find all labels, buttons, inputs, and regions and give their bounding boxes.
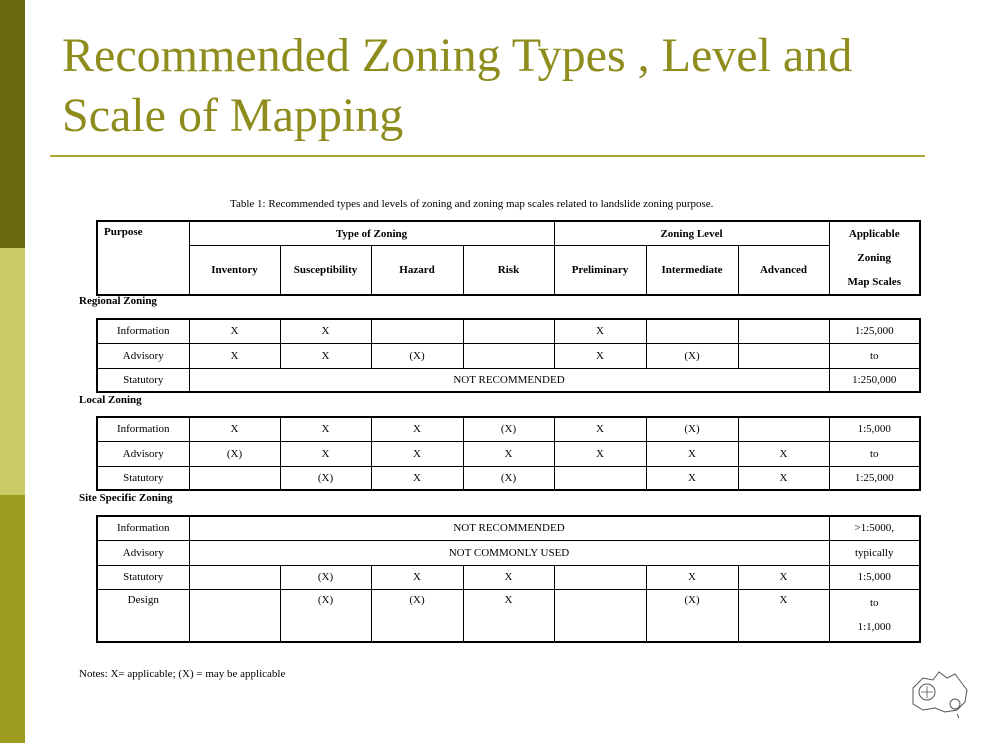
value-cell: X [646, 565, 738, 589]
scale-to: to [869, 597, 879, 610]
header-table [96, 220, 921, 296]
col-preliminary: Preliminary [554, 246, 646, 295]
purpose-cell: Statutory [97, 565, 189, 589]
value-cell [189, 589, 280, 642]
regional-table [96, 318, 921, 393]
value-cell: X [371, 466, 463, 490]
value-cell [554, 589, 646, 642]
value-cell [554, 565, 646, 589]
scale-cell: >1:5000, [829, 516, 920, 540]
value-cell [738, 417, 829, 441]
col-susceptibility: Susceptibility [280, 246, 371, 295]
scale-cell: 1:25,000 [829, 319, 920, 343]
accent-bar-bottom [0, 495, 25, 743]
scale-cell: 1:5,000 [829, 417, 920, 441]
value-cell: (X) [280, 589, 371, 642]
scale-cell [829, 589, 920, 642]
value-cell [371, 319, 463, 343]
scale-cell: to [829, 441, 920, 466]
value-cell: (X) [280, 466, 371, 490]
table-row [97, 417, 920, 441]
col-risk: Risk [463, 246, 554, 295]
table-row [97, 368, 920, 392]
purpose-cell: Advisory [97, 540, 189, 565]
australia-map-logo-icon [905, 668, 975, 720]
value-cell: X [554, 441, 646, 466]
header-zoning-level: Zoning Level [554, 221, 829, 246]
value-cell: X [554, 417, 646, 441]
scale-cell: 1:25,000 [829, 466, 920, 490]
value-cell [646, 319, 738, 343]
value-cell: X [280, 343, 371, 368]
table-row [97, 441, 920, 466]
merged-cell: NOT RECOMMENDED [189, 368, 829, 392]
table-row [97, 466, 920, 490]
table-caption: Table 1: Recommended types and levels of zoning and zoning map scales related to landslide zoning purpose. [230, 198, 714, 210]
scale-cell: 1:5,000 [829, 565, 920, 589]
value-cell: X [189, 319, 280, 343]
header-zoning: Zoning [857, 252, 892, 264]
col-intermediate: Intermediate [646, 246, 738, 295]
slide-title: Recommended Zoning Types , Level and Scale of Mapping [62, 29, 853, 142]
header-purpose: Purpose [97, 221, 189, 295]
table-row [97, 516, 920, 540]
value-cell: X [554, 319, 646, 343]
purpose-cell: Information [97, 319, 189, 343]
value-cell [463, 319, 554, 343]
table-notes: Notes: X= applicable; (X) = may be applicable [79, 668, 286, 680]
accent-bar-top [0, 0, 25, 248]
value-cell: X [738, 441, 829, 466]
merged-cell: NOT RECOMMENDED [189, 516, 829, 540]
col-advanced: Advanced [738, 246, 829, 295]
purpose-cell: Information [97, 417, 189, 441]
value-cell: X [463, 565, 554, 589]
table-row [97, 343, 920, 368]
merged-cell: NOT COMMONLY USED [189, 540, 829, 565]
value-cell [189, 466, 280, 490]
value-cell: X [738, 466, 829, 490]
scale-cell: 1:250,000 [829, 368, 920, 392]
value-cell [554, 466, 646, 490]
accent-bar-middle [0, 248, 25, 495]
value-cell: X [738, 565, 829, 589]
value-cell: X [554, 343, 646, 368]
purpose-cell: Advisory [97, 343, 189, 368]
local-table [96, 416, 921, 491]
value-cell [463, 343, 554, 368]
scale-value: 1:1,000 [857, 621, 891, 634]
purpose-cell: Information [97, 516, 189, 540]
scale-cell: to [829, 343, 920, 368]
value-cell: X [189, 343, 280, 368]
value-cell: (X) [189, 441, 280, 466]
value-cell: X [646, 466, 738, 490]
value-cell: (X) [646, 343, 738, 368]
value-cell: X [371, 565, 463, 589]
value-cell: X [463, 589, 554, 642]
value-cell: X [371, 441, 463, 466]
value-cell: X [280, 319, 371, 343]
table-row [97, 319, 920, 343]
col-inventory: Inventory [189, 246, 280, 295]
value-cell [738, 343, 829, 368]
col-hazard: Hazard [371, 246, 463, 295]
value-cell: X [280, 417, 371, 441]
table-row [97, 540, 920, 565]
value-cell: X [280, 441, 371, 466]
value-cell: X [463, 441, 554, 466]
value-cell [738, 319, 829, 343]
value-cell: (X) [371, 343, 463, 368]
header-type-of-zoning: Type of Zoning [189, 221, 554, 246]
section-regional-zoning: Regional Zoning [79, 295, 157, 307]
value-cell: X [371, 417, 463, 441]
table-row [97, 565, 920, 589]
header-applicable-scales [829, 221, 920, 295]
value-cell: (X) [371, 589, 463, 642]
value-cell: X [646, 441, 738, 466]
title-divider [50, 155, 925, 157]
header-applicable: Applicable [848, 228, 900, 240]
value-cell: (X) [646, 417, 738, 441]
header-map-scales: Map Scales [847, 276, 901, 288]
section-site-specific-zoning: Site Specific Zoning [79, 492, 173, 504]
value-cell: (X) [646, 589, 738, 642]
value-cell: (X) [463, 466, 554, 490]
value-cell: X [189, 417, 280, 441]
value-cell: (X) [280, 565, 371, 589]
purpose-cell: Advisory [97, 441, 189, 466]
section-local-zoning: Local Zoning [79, 394, 142, 406]
purpose-cell: Statutory [97, 368, 189, 392]
purpose-cell: Design [97, 589, 189, 642]
site-table [96, 515, 921, 643]
value-cell: X [738, 589, 829, 642]
table-row [97, 589, 920, 642]
value-cell [189, 565, 280, 589]
scale-cell: typically [829, 540, 920, 565]
purpose-cell: Statutory [97, 466, 189, 490]
value-cell: (X) [463, 417, 554, 441]
